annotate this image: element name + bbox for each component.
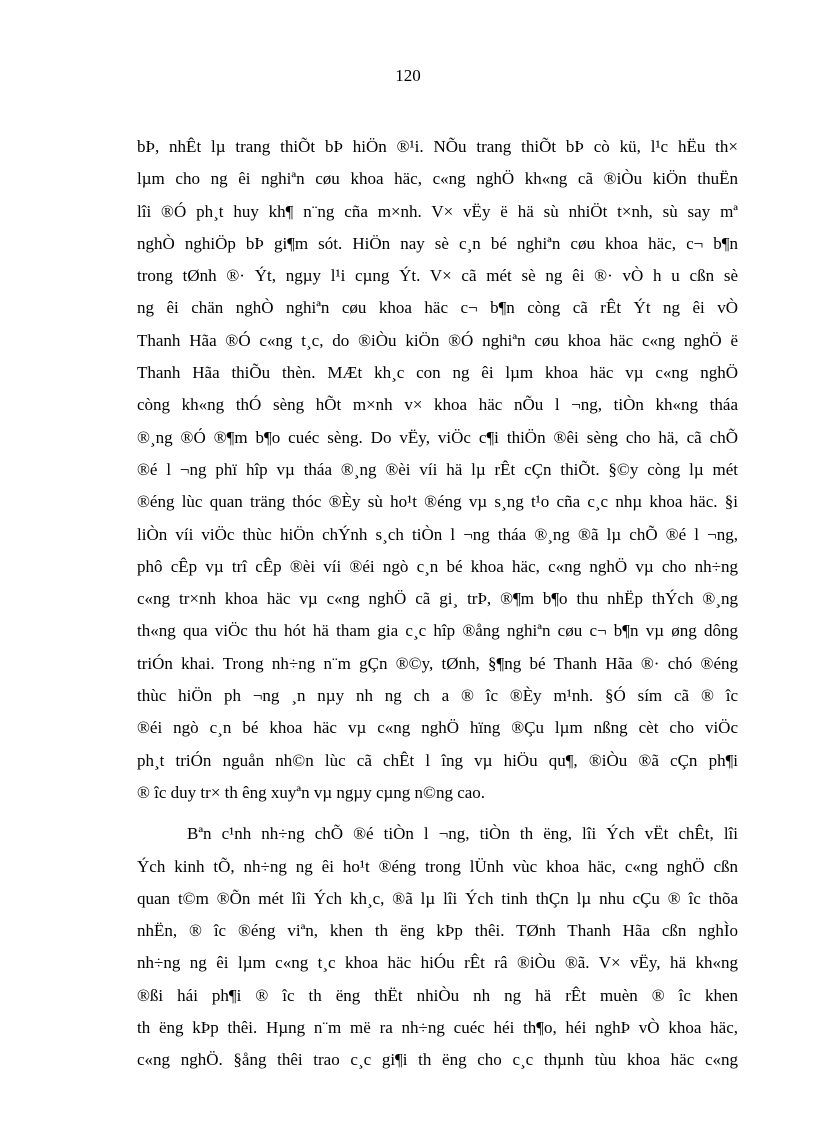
text-line: ®éi ngò c¸n bé khoa häc vµ c«ng nghÖ hïng ®Çu lµm nßng cèt cho viÖc — [137, 718, 738, 738]
text-line: ®éng lùc quan träng thóc ®Èy sù ho¹t ®éng vµ s¸ng t¹o cña c¸c nhµ khoa häc. §i — [137, 492, 738, 512]
text-line: lîi ®Ó ph¸t huy kh¶ n¨ng cña m×nh. V× vËy ë hä sù nhiÖt t×nh, sù say mª — [137, 201, 738, 221]
text-line: liÒn víi viÖc thùc hiÖn chÝnh s¸ch tiÒn l ¬ng tháa ®¸ng ®ã lµ chÕ ®é l ¬ng, — [137, 524, 738, 544]
text-line: trong tØnh ®· Ýt, ngµy l¹i cµng Ýt. V× cã mét sè ng êi ®· vÒ h u cßn sè — [137, 266, 738, 286]
text-line: ® îc duy tr× th êng xuyªn vµ ngµy cµng n©ng cao. — [137, 782, 486, 802]
paragraph — [137, 818, 738, 1076]
text-line: Thanh Hãa thiÕu thèn. MÆt kh¸c con ng êi lµm khoa häc vµ c«ng nghÖ — [137, 363, 738, 383]
text-line: bÞ, nhÊt lµ trang thiÕt bÞ hiÖn ®¹i. NÕu trang thiÕt bÞ cò kü, l¹c hËu th× — [137, 137, 738, 156]
paragraph-gap — [137, 809, 738, 818]
text-line: ®é l ¬ng phï hîp vµ tháa ®¸ng ®èi víi hä lµ rÊt cÇn thiÕt. §©y còng lµ mét — [137, 459, 738, 479]
page-number: 120 — [395, 66, 421, 85]
text-line: ng êi chän nghÒ nghiªn cøu khoa häc c¬ b¶n còng cã rÊt Ýt ng êi vÒ — [137, 298, 738, 318]
text-line: Bªn c¹nh nh÷ng chÕ ®é tiÒn l ¬ng, tiÒn th ëng, lîi Ých vËt chÊt, lîi — [187, 824, 738, 844]
text-line: Thanh Hãa ®Ó c«ng t¸c, do ®iÒu kiÖn ®Ó nghiªn cøu khoa häc c«ng nghÖ ë — [137, 330, 738, 350]
text-line: ®¸ng ®Ó ®¶m b¶o cuéc sèng. Do vËy, viÖc c¶i thiÖn ®êi sèng cho hä, cã chÕ — [137, 427, 738, 447]
text-line: quan t©m ®Õn mét lîi Ých kh¸c, ®ã lµ lîi Ých tinh thÇn lµ nhu cÇu ® îc thõa — [137, 888, 738, 908]
text-line: lµm cho ng êi nghiªn cøu khoa häc, c«ng nghÖ kh«ng cã ®iÒu kiÖn thuËn — [137, 169, 738, 189]
text-line: th ëng kÞp thêi. Hµng n¨m më ra nh÷ng cuéc héi th¶o, héi nghÞ vÒ khoa häc, — [137, 1018, 738, 1038]
text-line: c«ng tr×nh khoa häc vµ c«ng nghÖ cã gi¸ trÞ, ®¶m b¶o thu nhËp thÝch ®¸ng — [137, 589, 738, 609]
text-line: nhËn, ® îc ®éng viªn, khen th ëng kÞp thêi. TØnh Thanh Hãa cßn nghÌo — [137, 921, 738, 941]
text-line: Ých kinh tÕ, nh÷ng ng êi ho¹t ®éng trong lÜnh vùc khoa häc, c«ng nghÖ cßn — [137, 856, 738, 876]
paragraph — [137, 131, 738, 809]
text-line: thùc hiÖn ph ¬ng ¸n nµy nh ng ch a ® îc ®Èy m¹nh. §Ó sím cã ® îc — [137, 686, 738, 706]
text-line: còng kh«ng thÓ sèng hÕt m×nh v× khoa häc nÕu l ¬ng, tiÒn kh«ng tháa — [137, 395, 738, 415]
text-line: nh÷ng ng êi lµm c«ng t¸c khoa häc hiÓu rÊt râ ®iÒu ®ã. V× vËy, hä kh«ng — [137, 953, 738, 973]
text-line: ®ßi hái ph¶i ® îc th ëng thËt nhiÒu nh ng hä rÊt muèn ® îc khen — [137, 985, 738, 1005]
text-line: triÓn khai. Trong nh÷ng n¨m gÇn ®©y, tØnh, §¶ng bé Thanh Hãa ®· chó ®éng — [137, 653, 738, 673]
text-line: nghÒ nghiÖp bÞ gi¶m sót. HiÖn nay sè c¸n bé nghiªn cøu khoa häc, c¬ b¶n — [137, 233, 738, 253]
text-line: ph¸t triÓn nguån nh©n lùc cã chÊt l îng vµ hiÖu qu¶, ®iÒu ®ã cÇn ph¶i — [137, 750, 738, 770]
text-line: c«ng nghÖ. §ång thêi trao c¸c gi¶i th ëng cho c¸c thµnh tùu khoa häc c«ng — [137, 1050, 738, 1070]
text-line: th«ng qua viÖc thu hót hä tham gia c¸c hîp ®ång nghiªn cøu c¬ b¶n vµ øng dông — [137, 621, 738, 641]
text-line: phô cÊp vµ trî cÊp ®èi víi ®éi ngò c¸n bé khoa häc, c«ng nghÖ vµ cho nh÷ng — [137, 556, 738, 576]
body-text — [137, 131, 738, 1077]
